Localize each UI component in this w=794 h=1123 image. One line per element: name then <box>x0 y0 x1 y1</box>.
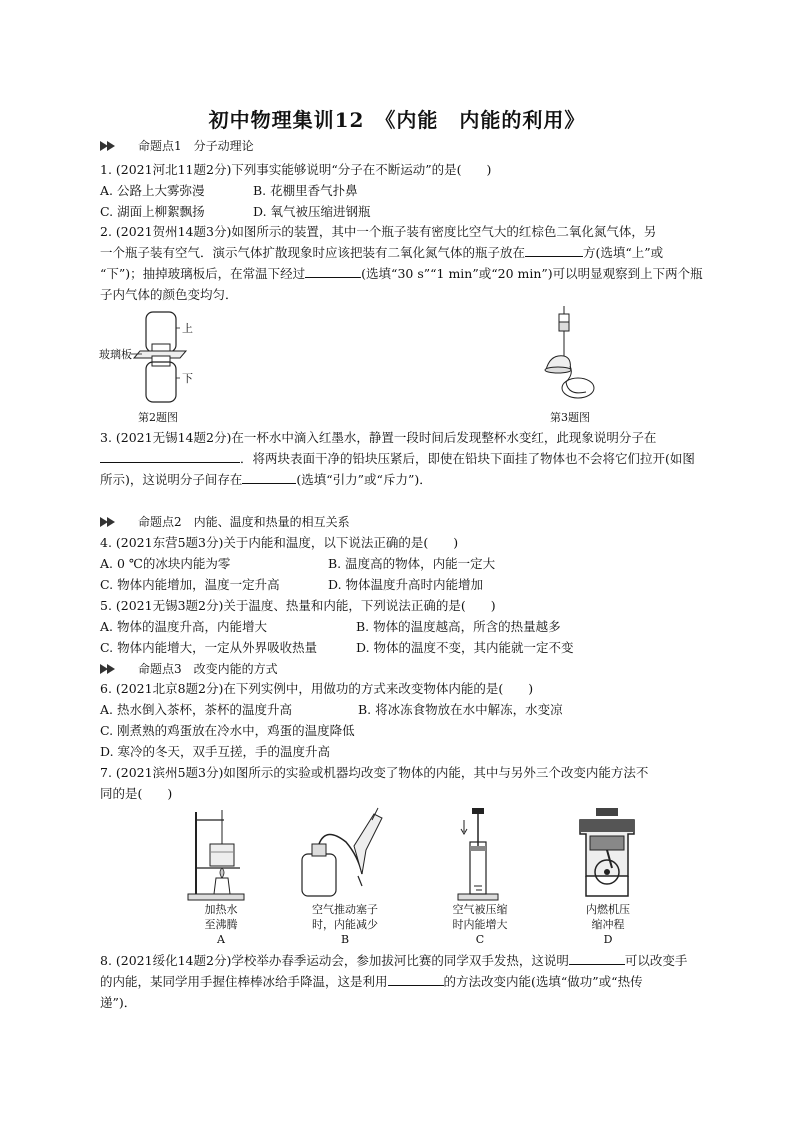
caption-line: 空气被压缩 <box>452 903 508 916</box>
q2-line4: 子内气体的颜色变均匀． <box>100 287 238 302</box>
q7-line1: 7. (2021滨州5题3分)如图所示的实验或机器均改变了物体的内能，其中与另外三个改变内能方法不 <box>100 765 649 780</box>
q8-line1 <box>100 951 724 971</box>
q8-text: 的方法改变内能(选填“做功”或“热传 <box>443 974 643 989</box>
q1-option-a: A. 公路上大雾弥漫 <box>100 183 205 198</box>
option-letter: D <box>603 933 613 946</box>
glass-plate-label: 玻璃板 <box>99 348 132 361</box>
q5-options-row2 <box>100 638 724 658</box>
section-title: 命题点3 改变内能的方式 <box>138 662 278 676</box>
q6-option-b: B. 将冰冻食物放在水中解冻，水变凉 <box>358 702 563 717</box>
q8-line3: 递”)． <box>100 995 137 1010</box>
answer-blank[interactable] <box>305 265 361 278</box>
q8-line2 <box>100 972 724 992</box>
q5-stem: 5. (2021无锡3题2分)关于温度、热量和内能，下列说法正确的是( ) <box>100 598 496 613</box>
q3-text: ．将两块表面干净的铅块压紧后，即使在铅块下面挂了物体也不会将它们拉开(如图 <box>240 451 695 466</box>
figure-7d-caption <box>566 902 650 947</box>
q5-option-c: C. 物体内能增大，一定从外界吸收热量 <box>100 640 318 655</box>
section-header-2 <box>100 513 350 531</box>
q5-option-b: B. 物体的温度越高，所含的热量越多 <box>356 619 561 634</box>
q4-stem: 4. (2021东营5题3分)关于内能和温度，以下说法正确的是( ) <box>100 535 459 550</box>
q2-text: (选填“30 s”“1 min”或“20 min”)可以明显观察到上下两个瓶 <box>361 266 703 281</box>
q3-text: (选填“引力”或“斥力”)． <box>296 472 432 487</box>
q1-options-row2 <box>100 202 724 222</box>
option-letter: B <box>340 933 350 946</box>
q2-text: 方(选填“上”或 <box>583 245 664 260</box>
q4-option-a: A. 0 ℃的冰块内能为零 <box>100 556 231 571</box>
figure-7a-caption <box>188 902 254 947</box>
double-arrow-icon <box>100 663 124 675</box>
caption-line: 至沸腾 <box>204 918 238 931</box>
figure-7b-caption <box>298 902 392 947</box>
figure-7a-heating-water <box>184 806 254 902</box>
q5-options-row1 <box>100 617 724 637</box>
figure-7c-caption <box>438 902 522 947</box>
q4-option-b: B. 温度高的物体，内能一定大 <box>328 556 496 571</box>
q8-text: 的内能，某同学用手握住棒棒冰给手降温，这是利用 <box>100 974 388 989</box>
q4-option-d: D. 物体温度升高时内能增加 <box>328 577 484 592</box>
figure-3-lead-blocks <box>530 304 610 408</box>
q1-option-c: C. 湖面上柳絮飘扬 <box>100 204 205 219</box>
q2-line2 <box>100 243 724 263</box>
caption-line: 时，内能减少 <box>312 918 378 931</box>
q3-text: 所示)，这说明分子间存在 <box>100 472 243 487</box>
figure-7b-air-pushes-stopper <box>296 806 390 902</box>
q6-option-d: D. 寒冷的冬天，双手互搓，手的温度升高 <box>100 744 331 759</box>
q2-line1: 2. (2021贺州14题3分)如图所示的装置，其中一个瓶子装有密度比空气大的红棕色二氧化氮气体，另 <box>100 224 657 239</box>
caption-line: 加热水 <box>204 903 238 916</box>
q8-text: 8. (2021绥化14题2分)学校举办春季运动会，参加拔河比赛的同学双手发热，这说明 <box>100 953 569 968</box>
section-header-1 <box>100 137 254 155</box>
figure-2-caption: 第2题图 <box>138 411 178 424</box>
lower-bottle-neck <box>152 356 170 366</box>
q2-line3 <box>100 264 724 284</box>
caption-line: 时内能增大 <box>452 918 508 931</box>
q5-option-a: A. 物体的温度升高，内能增大 <box>100 619 267 634</box>
caption-line: 内燃机压 <box>586 903 630 916</box>
q3-line3 <box>100 470 724 490</box>
answer-blank[interactable] <box>388 973 444 986</box>
answer-blank[interactable] <box>525 244 583 257</box>
q1-stem: 1. (2021河北11题2分)下列事实能够说明“分子在不断运动”的是( ) <box>100 162 492 177</box>
q1-option-b: B. 花棚里香气扑鼻 <box>253 183 358 198</box>
option-letter: A <box>217 933 225 946</box>
lower-bottle <box>146 362 176 402</box>
q6-option-a: A. 热水倒入茶杯，茶杯的温度升高 <box>100 702 292 717</box>
figure-7c-air-compressed <box>452 806 502 902</box>
q6-options-row1 <box>100 700 724 720</box>
q1-option-d: D. 氧气被压缩进钢瓶 <box>253 204 371 219</box>
q6-stem: 6. (2021北京8题2分)在下列实例中，用做功的方式来改变物体内能的是( ) <box>100 681 534 696</box>
q7-line2: 同的是( ) <box>100 786 173 801</box>
q5-option-d: D. 物体的温度不变，其内能就一定不变 <box>356 640 574 655</box>
figure-3-caption: 第3题图 <box>550 411 590 424</box>
q3-line2 <box>100 449 724 469</box>
figure-7d-engine-cylinder <box>574 806 640 902</box>
double-arrow-icon <box>100 516 124 528</box>
option-letter: C <box>475 933 485 946</box>
caption-line: 空气推动塞子 <box>312 903 378 916</box>
q2-text: 一个瓶子装有空气．演示气体扩散现象时应该把装有二氧化氮气体的瓶子放在 <box>100 245 526 260</box>
q6-option-c: C. 刚煮熟的鸡蛋放在冷水中，鸡蛋的温度降低 <box>100 723 355 738</box>
answer-blank[interactable] <box>100 450 240 463</box>
section-header-3 <box>100 660 278 678</box>
section-title: 命题点2 内能、温度和热量的相互关系 <box>138 515 350 529</box>
answer-blank[interactable] <box>242 471 296 484</box>
q8-text: 可以改变手 <box>624 953 688 968</box>
caption-line: 缩冲程 <box>591 918 625 931</box>
section-title: 命题点1 分子动理论 <box>138 139 254 153</box>
lower-label: 下 <box>182 372 193 385</box>
upper-label: 上 <box>182 322 193 335</box>
q4-options-row2 <box>100 575 724 595</box>
q2-text: “下”)；抽掉玻璃板后，在常温下经过 <box>100 266 306 281</box>
q4-options-row1 <box>100 554 724 574</box>
double-arrow-icon <box>100 140 124 152</box>
q1-options-row1 <box>100 181 724 201</box>
q3-line1: 3. (2021无锡14题2分)在一杯水中滴入红墨水，静置一段时间后发现整杯水变红，此现象说明分子在 <box>100 430 657 445</box>
page-title: 初中物理集训12 《内能 内能的利用》 <box>208 108 586 132</box>
answer-blank[interactable] <box>569 952 625 965</box>
q4-option-c: C. 物体内能增加，温度一定升高 <box>100 577 280 592</box>
